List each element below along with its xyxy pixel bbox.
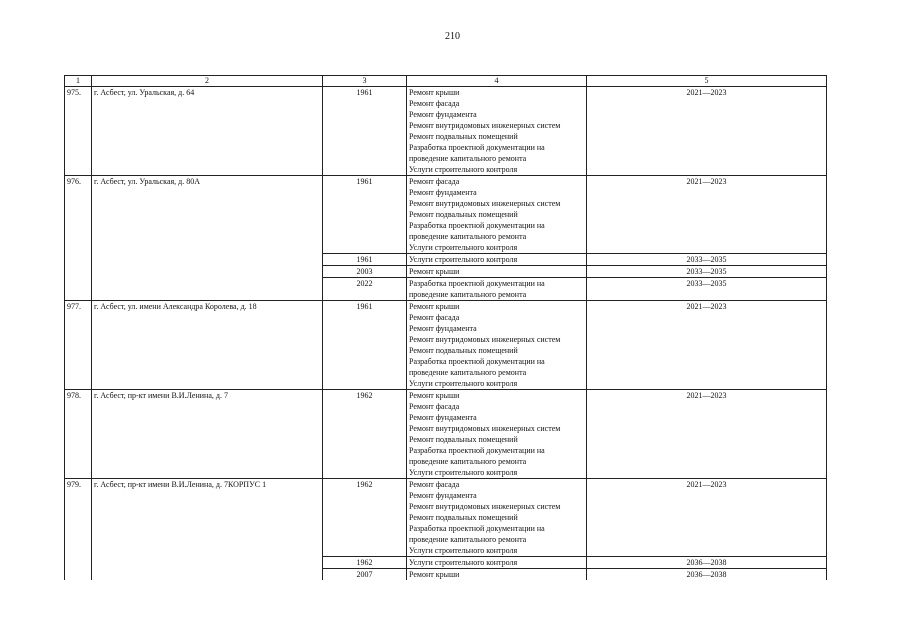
entry-number: 979.: [65, 479, 92, 581]
table-row: [65, 176, 827, 254]
construction-year: 2007: [323, 569, 407, 581]
work-list: [407, 390, 587, 479]
work-item: Ремонт крыши: [409, 88, 460, 97]
work-item: Ремонт подвальных помещений: [409, 210, 518, 219]
work-item: Ремонт крыши: [409, 391, 460, 400]
work-item: Услуги строительного контроля: [409, 165, 518, 174]
work-item: Ремонт крыши: [409, 267, 460, 276]
work-item: Ремонт крыши: [409, 570, 460, 579]
entry-address: г. Асбест, ул. Уральская, д. 80А: [92, 176, 323, 301]
construction-year: 1962: [323, 390, 407, 479]
work-list: [407, 557, 587, 569]
work-item: Ремонт внутридомовых инженерных систем: [409, 424, 561, 433]
work-item: Ремонт крыши: [409, 302, 460, 311]
work-item: Услуги строительного контроля: [409, 546, 518, 555]
work-item: Ремонт фундамента: [409, 324, 477, 333]
entry-address: г. Асбест, ул. Уральская, д. 64: [92, 87, 323, 176]
work-item: Ремонт фундамента: [409, 413, 477, 422]
entry-number: 978.: [65, 390, 92, 479]
work-list: [407, 278, 587, 301]
repair-schedule-table: [64, 75, 827, 580]
work-item: Ремонт внутридомовых инженерных систем: [409, 121, 561, 130]
work-item: Ремонт фасада: [409, 313, 460, 322]
table-row: [65, 479, 827, 557]
construction-year: 1961: [323, 87, 407, 176]
header-cell: 2: [92, 76, 323, 87]
work-item: Ремонт фундамента: [409, 110, 477, 119]
work-item: Разработка проектной документации на: [409, 524, 545, 533]
work-item: проведение капитального ремонта: [409, 368, 527, 377]
work-item: Ремонт внутридомовых инженерных систем: [409, 335, 561, 344]
work-item: Ремонт внутридомовых инженерных систем: [409, 199, 561, 208]
repair-period: 2021—2023: [587, 87, 827, 176]
work-item: Ремонт внутридомовых инженерных систем: [409, 502, 561, 511]
work-item: Услуги строительного контроля: [409, 243, 518, 252]
construction-year: 1962: [323, 479, 407, 557]
header-cell: 5: [587, 76, 827, 87]
entry-number: 975.: [65, 87, 92, 176]
work-item: проведение капитального ремонта: [409, 290, 527, 299]
entry-address: г. Асбест, ул. имени Александра Королева, д. 18: [92, 301, 323, 390]
work-item: Разработка проектной документации на: [409, 446, 545, 455]
repair-period: 2021—2023: [587, 176, 827, 254]
repair-period: 2021—2023: [587, 390, 827, 479]
work-item: Ремонт фасада: [409, 177, 460, 186]
construction-year: 1961: [323, 176, 407, 254]
repair-period: 2036—2038: [587, 569, 827, 581]
work-list: [407, 479, 587, 557]
work-item: Ремонт подвальных помещений: [409, 435, 518, 444]
work-item: проведение капитального ремонта: [409, 154, 527, 163]
work-item: Ремонт фасада: [409, 480, 460, 489]
work-item: Услуги строительного контроля: [409, 468, 518, 477]
work-item: Разработка проектной документации на: [409, 357, 545, 366]
work-item: Разработка проектной документации на: [409, 279, 545, 288]
construction-year: 1962: [323, 557, 407, 569]
construction-year: 2003: [323, 266, 407, 278]
work-item: Ремонт подвальных помещений: [409, 132, 518, 141]
work-item: Ремонт фасада: [409, 99, 460, 108]
work-item: проведение капитального ремонта: [409, 232, 527, 241]
page-number: 210: [445, 31, 460, 42]
construction-year: 1961: [323, 254, 407, 266]
repair-period: 2033—2035: [587, 278, 827, 301]
work-list: [407, 569, 587, 581]
work-item: проведение капитального ремонта: [409, 457, 527, 466]
repair-period: 2021—2023: [587, 479, 827, 557]
repair-period: 2036—2038: [587, 557, 827, 569]
entry-number: 977.: [65, 301, 92, 390]
work-list: [407, 254, 587, 266]
repair-period: 2033—2035: [587, 254, 827, 266]
work-item: Ремонт фундамента: [409, 188, 477, 197]
work-list: [407, 87, 587, 176]
table-row: [65, 390, 827, 479]
table-body: [65, 76, 827, 581]
table-row: [65, 301, 827, 390]
work-item: Ремонт подвальных помещений: [409, 513, 518, 522]
entry-address: г. Асбест, пр-кт имени В.И.Ленина, д. 7: [92, 390, 323, 479]
work-item: Ремонт фундамента: [409, 491, 477, 500]
work-list: [407, 176, 587, 254]
work-item: Услуги строительного контроля: [409, 379, 518, 388]
work-item: Ремонт подвальных помещений: [409, 346, 518, 355]
work-item: проведение капитального ремонта: [409, 535, 527, 544]
work-item: Ремонт фасада: [409, 402, 460, 411]
repair-period: 2021—2023: [587, 301, 827, 390]
work-list: [407, 266, 587, 278]
work-item: Разработка проектной документации на: [409, 143, 545, 152]
work-item: Услуги строительного контроля: [409, 558, 518, 567]
entry-number: 976.: [65, 176, 92, 301]
construction-year: 1961: [323, 301, 407, 390]
repair-period: 2033—2035: [587, 266, 827, 278]
work-item: Услуги строительного контроля: [409, 255, 518, 264]
header-cell: 4: [407, 76, 587, 87]
work-list: [407, 301, 587, 390]
header-cell: 1: [65, 76, 92, 87]
construction-year: 2022: [323, 278, 407, 301]
table-header-row: [65, 76, 827, 87]
work-item: Разработка проектной документации на: [409, 221, 545, 230]
table-row: [65, 87, 827, 176]
header-cell: 3: [323, 76, 407, 87]
entry-address: г. Асбест, пр-кт имени В.И.Ленина, д. 7КОРПУС 1: [92, 479, 323, 581]
